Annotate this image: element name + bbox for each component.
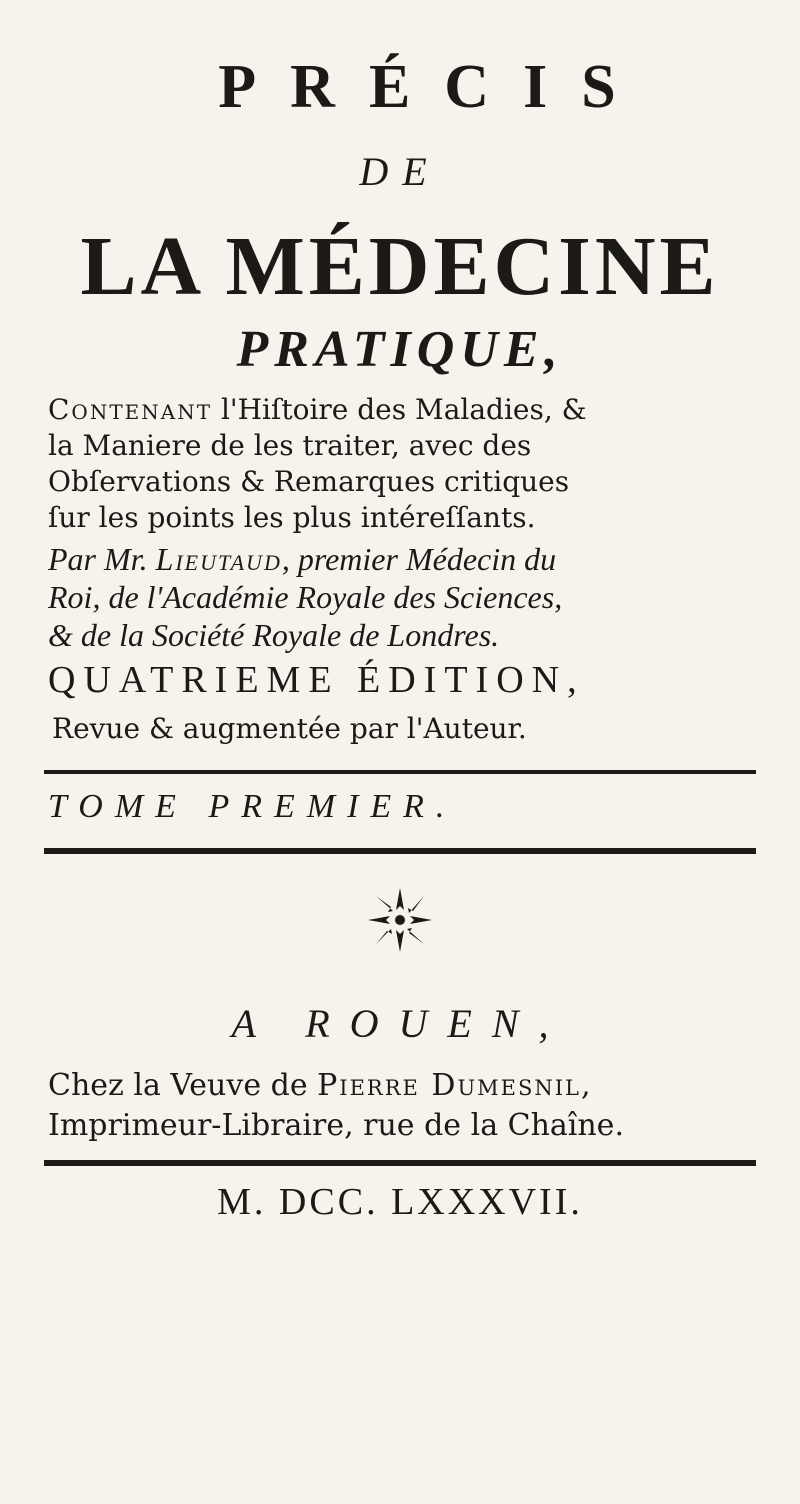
author-prefix: Par Mr. bbox=[48, 541, 156, 577]
description-paragraph bbox=[48, 392, 768, 536]
description-line-1 bbox=[48, 392, 768, 428]
title-pratique: PRATIQUE, bbox=[236, 321, 564, 378]
edition-label: QUATRIEME ÉDITION, bbox=[48, 659, 585, 701]
title-la-medecine: LA MÉDECINE bbox=[80, 220, 720, 313]
author-line-1-rest: , premier Médecin du bbox=[281, 541, 557, 577]
author-line-2: Roi, de l'Académie Royale des Sciences, bbox=[48, 579, 563, 615]
description-line-1-rest: l'Hiſtoire des Maladies, & bbox=[212, 393, 587, 426]
rule-bottom bbox=[44, 1160, 756, 1166]
title-precis: PRÉCIS bbox=[218, 53, 650, 121]
rule-middle bbox=[44, 848, 756, 854]
author-line-1 bbox=[48, 540, 778, 578]
printer-ornament-icon bbox=[360, 880, 440, 960]
description-lead: Contenant bbox=[48, 393, 213, 426]
imprint-printer: Pierre Dumesnil bbox=[317, 1068, 581, 1103]
author-name: Lieutaud bbox=[155, 541, 282, 577]
imprint-date: M. DCC. LXXXVII. bbox=[217, 1181, 583, 1223]
author-line-3: & de la Société Royale de Londres. bbox=[48, 617, 500, 653]
author-block bbox=[48, 540, 778, 654]
imprint-line-1 bbox=[48, 1066, 778, 1106]
edition-note: Revue & augmentée par l'Auteur. bbox=[52, 712, 527, 745]
volume-label: TOME PREMIER. bbox=[48, 788, 457, 825]
imprint-city: A ROUEN, bbox=[231, 1001, 569, 1046]
rule-top bbox=[44, 770, 756, 774]
imprint-suffix: , bbox=[581, 1068, 591, 1103]
imprint-block bbox=[48, 1066, 778, 1146]
title-de: DE bbox=[359, 149, 441, 194]
description-line-2: la Maniere de les traiter, avec des bbox=[48, 429, 532, 462]
description-line-4: ſur les points les plus intéreſſants. bbox=[48, 501, 536, 534]
imprint-line-2: Imprimeur-Libraire, rue de la Chaîne. bbox=[48, 1108, 624, 1143]
imprint-prefix: Chez la Veuve de bbox=[48, 1068, 318, 1103]
description-line-3: Obſervations & Remarques critiques bbox=[48, 465, 570, 498]
